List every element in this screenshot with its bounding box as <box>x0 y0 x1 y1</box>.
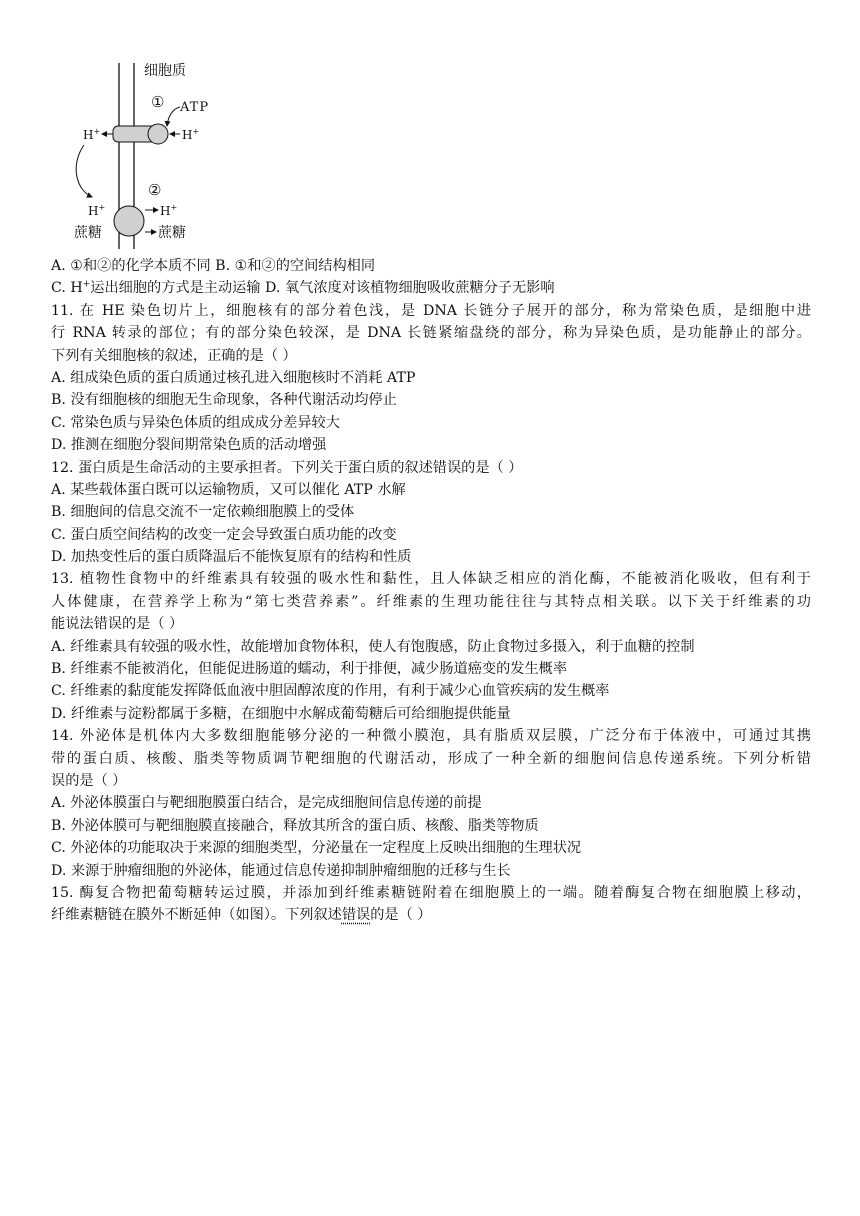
q14-option-b: B. 外泌体膜可与靶细胞膜直接融合，释放其所含的蛋白质、核酸、脂类等物质 <box>51 817 539 834</box>
q11-stem-line-3: 下列有关细胞核的叙述，正确的是（ ） <box>51 347 297 364</box>
q10-c-prefix: C. H <box>51 280 83 297</box>
q14-option-c: C. 外泌体的功能取决于来源的细胞类型，分泌量在一定程度上反映出细胞的生理状况 <box>51 840 582 857</box>
sucrose-right: 蔗糖 <box>158 225 186 241</box>
sucrose-left: 蔗糖 <box>74 225 102 241</box>
q12-stem: 12. 蛋白质是生命活动的主要承担者。下列关于蛋白质的叙述错误的是（ ） <box>51 459 523 476</box>
q10-c-text: 运出细胞的方式是主动运输 D. 氧气浓度对该植物细胞吸收蔗糖分子无影响 <box>90 280 555 297</box>
q13-option-d: D. 纤维素与淀粉都属于多糖，在细胞中水解成葡萄糖后可给细胞提供能量 <box>51 705 511 722</box>
q15-stem-suffix: 的是（ ） <box>370 907 432 924</box>
membrane-transport-diagram <box>74 55 254 253</box>
q10-options-ab: A. ①和②的化学本质不同 B. ①和②的空间结构相同 <box>51 258 376 274</box>
q11-option-a: A. 组成染色质的蛋白质通过核孔进入细胞核时不消耗 ATP <box>51 369 416 386</box>
question-text <box>51 255 811 927</box>
q13-stem-line-3: 能说法错误的是（ ） <box>51 616 184 633</box>
q11-option-c: C. 常染色质与异染色体质的组成成分差异较大 <box>51 414 340 431</box>
q11-option-b: B. 没有细胞核的细胞无生命现象，各种代谢活动均停止 <box>51 392 397 409</box>
q13-option-a: A. 纤维素具有较强的吸水性，故能增加食物体积，使人有饱腹感，防止食物过多摄入，利于血糖的控制 <box>51 638 695 655</box>
q14-option-d: D. 来源于肿瘤细胞的外泌体，能通过信息传递抑制肿瘤细胞的迁移与生长 <box>51 862 511 879</box>
h-left-bottom: H+ <box>88 203 106 218</box>
protein-1-head <box>148 124 168 144</box>
q14-stem-line-3: 误的是（ ） <box>51 772 127 789</box>
h-right-bottom: H+ <box>160 203 178 218</box>
h-right-top: H+ <box>182 127 200 142</box>
q15-emphasis-error: 错误 <box>341 907 371 924</box>
label-2: ② <box>148 181 162 199</box>
q14-stem-line-2: 带的蛋白质、核酸、脂类等物质调节靶细胞的代谢活动，形成了一种全新的细胞间信息传递系统。下列分析错 <box>51 750 811 767</box>
curved-arrow <box>76 145 92 197</box>
q15-stem-line-2 <box>51 904 811 926</box>
q15-stem-prefix: 纤维素糖链在膜外不断延伸（如图）。下列叙述 <box>51 907 342 924</box>
protein-2 <box>114 206 144 236</box>
q13-stem-line-1: 13. 植物性食物中的纤维素具有较强的吸水性和黏性，且人体缺乏相应的消化酶，不能被消化吸收，但有利于 <box>51 571 811 588</box>
atp-label: ATP <box>180 100 210 115</box>
q14-stem-line-1: 14. 外泌体是机体内大多数细胞能够分泌的一种微小膜泡，具有脂质双层膜，广泛分布于体液中，可通过其携 <box>51 728 811 745</box>
q13-option-b: B. 纤维素不能被消化，但能促进肠道的蠕动，利于排便，减少肠道癌变的发生概率 <box>51 661 568 678</box>
q12-option-b: B. 细胞间的信息交流不一定依赖细胞膜上的受体 <box>51 504 355 521</box>
q10-c-sup: + <box>82 279 91 290</box>
q12-option-d: D. 加热变性后的蛋白质降温后不能恢复原有的结构和性质 <box>51 549 412 566</box>
cytoplasm-label: 细胞质 <box>144 63 186 79</box>
q10-options-cd <box>51 277 811 299</box>
q11-stem-line-1: 11. 在 HE 染色切片上，细胞核有的部分着色浅，是 DNA 长链分子展开的部分，称为常染色质，是细胞中进 <box>51 302 811 319</box>
q15-stem-line-1: 15. 酶复合物把葡萄糖转运过膜，并添加到纤维素糖链附着在细胞膜上的一端。随着酶复合物在细胞膜上移动， <box>51 884 811 901</box>
q13-option-c: C. 纤维素的黏度能发挥降低血液中胆固醇浓度的作用，有利于减少心血管疾病的发生概率 <box>51 683 610 700</box>
q11-stem-line-2: 行 RNA 转录的部位；有的部分染色较深，是 DNA 长链紧缩盘绕的部分，称为异染色质，是功能静止的部分。 <box>51 325 811 342</box>
q12-option-c: C. 蛋白质空间结构的改变一定会导致蛋白质功能的改变 <box>51 526 397 543</box>
atp-arrow <box>167 107 180 126</box>
h-left-top: H+ <box>83 127 101 142</box>
q11-option-d: D. 推测在细胞分裂间期常染色质的活动增强 <box>51 437 327 454</box>
q13-stem-line-2: 人体健康，在营养学上称为“第七类营养素”。纤维素的生理功能往往与其特点相关联。以下关于纤维素的功 <box>51 593 811 610</box>
q14-option-a: A. 外泌体膜蛋白与靶细胞膜蛋白结合，是完成细胞间信息传递的前提 <box>51 795 482 812</box>
label-1: ① <box>151 93 165 111</box>
q12-option-a: A. 某些载体蛋白既可以运输物质，又可以催化 ATP 水解 <box>51 481 406 498</box>
